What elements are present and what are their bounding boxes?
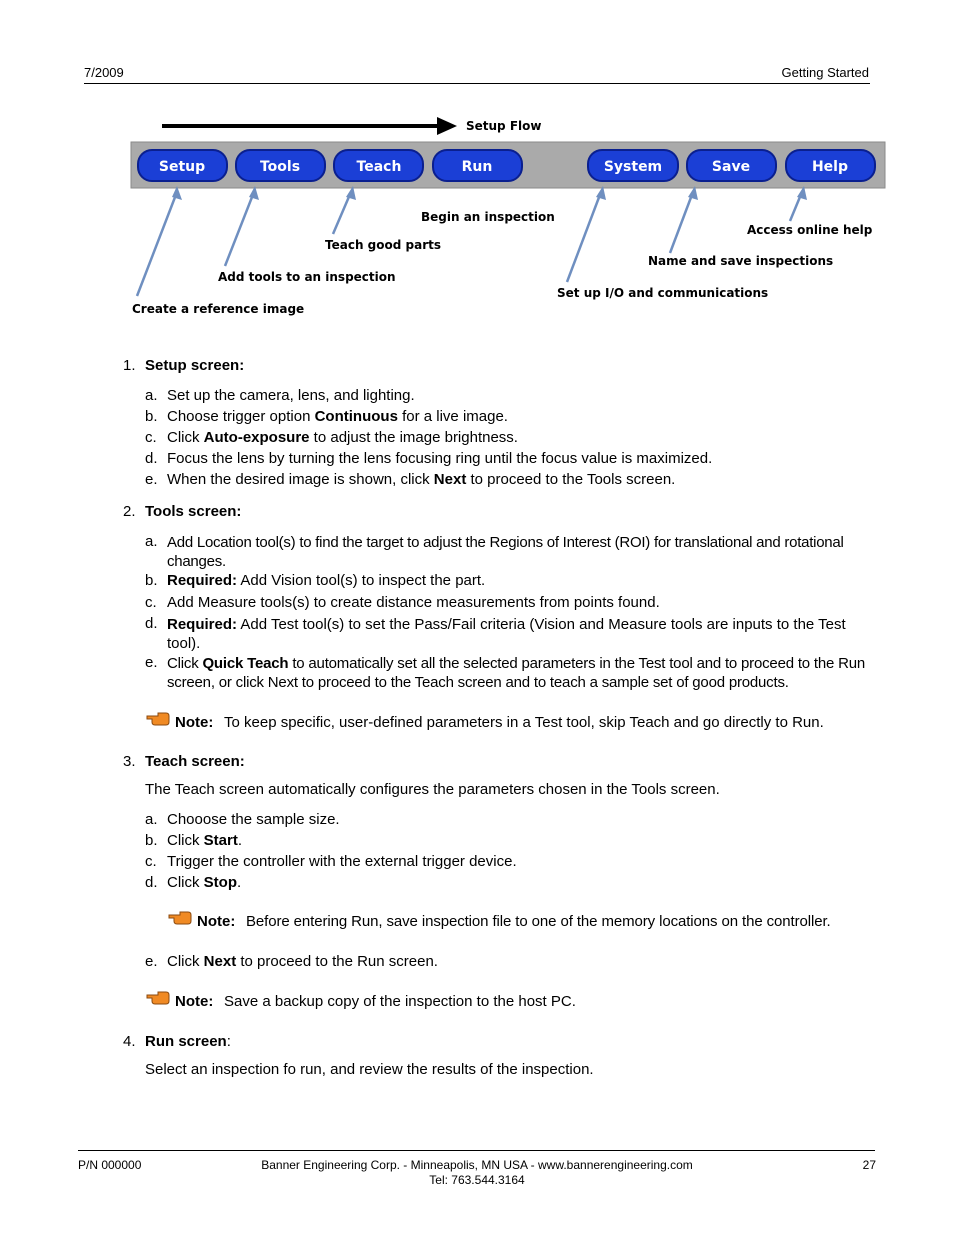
step2c-marker: c. xyxy=(145,594,157,611)
step2-number: 2. xyxy=(123,503,136,520)
step1e-marker: e. xyxy=(145,471,158,488)
step1b-marker: b. xyxy=(145,408,158,425)
step4-intro: Select an inspection fo run, and review the results of the inspection. xyxy=(145,1061,594,1078)
header-date: 7/2009 xyxy=(84,65,124,80)
step3e-marker: e. xyxy=(145,953,158,970)
pointing-hand-icon xyxy=(146,710,170,726)
step2a-marker: a. xyxy=(145,533,158,550)
step2e-marker: e. xyxy=(145,654,158,671)
step3c-marker: c. xyxy=(145,853,157,870)
note-text: Before entering Run, save inspection file to one of the memory locations on the controller. xyxy=(246,913,831,930)
step3a-marker: a. xyxy=(145,811,158,828)
note-label: Note: xyxy=(175,993,214,1010)
step1a-text: Set up the camera, lens, and lighting. xyxy=(167,387,415,404)
step2c-text: Add Measure tools(s) to create distance measurements from points found. xyxy=(167,594,660,611)
callout-run: Begin an inspection xyxy=(421,210,555,224)
button-system[interactable] xyxy=(588,150,678,181)
step4-title: Run screen: xyxy=(145,1033,231,1050)
step2d-text: Required: Add Test tool(s) to set the Pass/Fail criteria (Vision and Measure tools are inputs to the Test tool). xyxy=(167,616,846,652)
step3d-text: Click Stop. xyxy=(167,874,242,891)
step2-title: Tools screen: xyxy=(145,503,242,520)
button-setup-label: Setup xyxy=(158,159,206,175)
button-teach[interactable] xyxy=(334,150,423,181)
button-teach-label: Teach xyxy=(356,159,402,175)
header-section: Getting Started xyxy=(781,65,869,80)
setup-flow-label: Setup Flow xyxy=(466,119,542,133)
callout-system: Set up I/O and communications xyxy=(557,286,769,300)
step1-number: 1. xyxy=(123,357,136,374)
step3a-text: Chooose the sample size. xyxy=(167,811,340,828)
button-tools[interactable] xyxy=(236,150,325,181)
footer-page-number: 27 xyxy=(862,1158,876,1172)
step3-title: Teach screen: xyxy=(145,753,245,770)
callout-setup: Create a reference image xyxy=(132,302,305,316)
note-text: To keep specific, user-defined parameters in a Test tool, skip Teach and go directly to Run. xyxy=(224,714,824,731)
step4-number: 4. xyxy=(123,1033,136,1050)
step2a-text: Add Location tool(s) to find the target to adjust the Regions of Interest (ROI) for translational and rotational changes. xyxy=(167,534,844,570)
step1-title: Setup screen: xyxy=(145,357,245,374)
footer-rule xyxy=(78,1150,875,1151)
step3b-text: Click Start. xyxy=(167,832,243,849)
button-run[interactable] xyxy=(433,150,522,181)
header-rule xyxy=(84,83,870,84)
pointing-hand-icon xyxy=(146,989,170,1005)
footer-company: Banner Engineering Corp. - Minneapolis, MN USA - www.bannerengineering.com xyxy=(261,1158,693,1172)
step1c-text: Click Auto-exposure to adjust the image brightness. xyxy=(167,429,518,446)
step2d-marker: d. xyxy=(145,615,158,632)
callout-save: Name and save inspections xyxy=(648,254,834,268)
button-help[interactable] xyxy=(786,150,875,181)
step1a-marker: a. xyxy=(145,387,158,404)
step2e-text: Click Quick Teach to automatically set all the selected parameters in the Test tool and to proceed to the Run screen, or click Next to proceed to the Teach screen and to teach a sample set of good products. xyxy=(167,655,866,691)
footer-part-number: P/N 000000 xyxy=(78,1158,142,1172)
step3-intro: The Teach screen automatically configures the parameters chosen in the Tools screen. xyxy=(145,781,720,798)
step3d-marker: d. xyxy=(145,874,158,891)
footer-phone: Tel: 763.544.3164 xyxy=(429,1173,525,1187)
button-save[interactable] xyxy=(687,150,776,181)
note-label: Note: xyxy=(175,714,214,731)
setup-flow-figure xyxy=(125,108,890,323)
note-text: Save a backup copy of the inspection to the host PC. xyxy=(224,993,576,1010)
step2b-marker: b. xyxy=(145,572,158,589)
button-run-label: Run xyxy=(461,159,493,175)
button-setup[interactable] xyxy=(138,150,227,181)
callout-tools: Add tools to an inspection xyxy=(218,270,396,284)
pointing-hand-icon xyxy=(168,909,192,925)
step1e-text: When the desired image is shown, click Next to proceed to the Tools screen. xyxy=(167,471,676,488)
step3-number: 3. xyxy=(123,753,136,770)
step1c-marker: c. xyxy=(145,429,157,446)
button-system-label: System xyxy=(603,159,663,175)
button-help-label: Help xyxy=(811,159,849,175)
button-tools-label: Tools xyxy=(259,159,301,175)
step2b-text: Required: Add Vision tool(s) to inspect the part. xyxy=(167,572,486,589)
step3b-marker: b. xyxy=(145,832,158,849)
step1d-text: Focus the lens by turning the lens focusing ring until the focus value is maximized. xyxy=(167,450,713,467)
note-label: Note: xyxy=(197,913,236,930)
step3e-text: Click Next to proceed to the Run screen. xyxy=(167,953,438,970)
step3c-text: Trigger the controller with the external trigger device. xyxy=(167,853,517,870)
button-save-label: Save xyxy=(711,159,751,175)
setup-flow-arrow xyxy=(162,117,457,135)
callout-teach: Teach good parts xyxy=(325,238,441,252)
step1d-marker: d. xyxy=(145,450,158,467)
callout-help: Access online help xyxy=(747,223,873,237)
step1b-text: Choose trigger option Continuous for a live image. xyxy=(167,408,508,425)
